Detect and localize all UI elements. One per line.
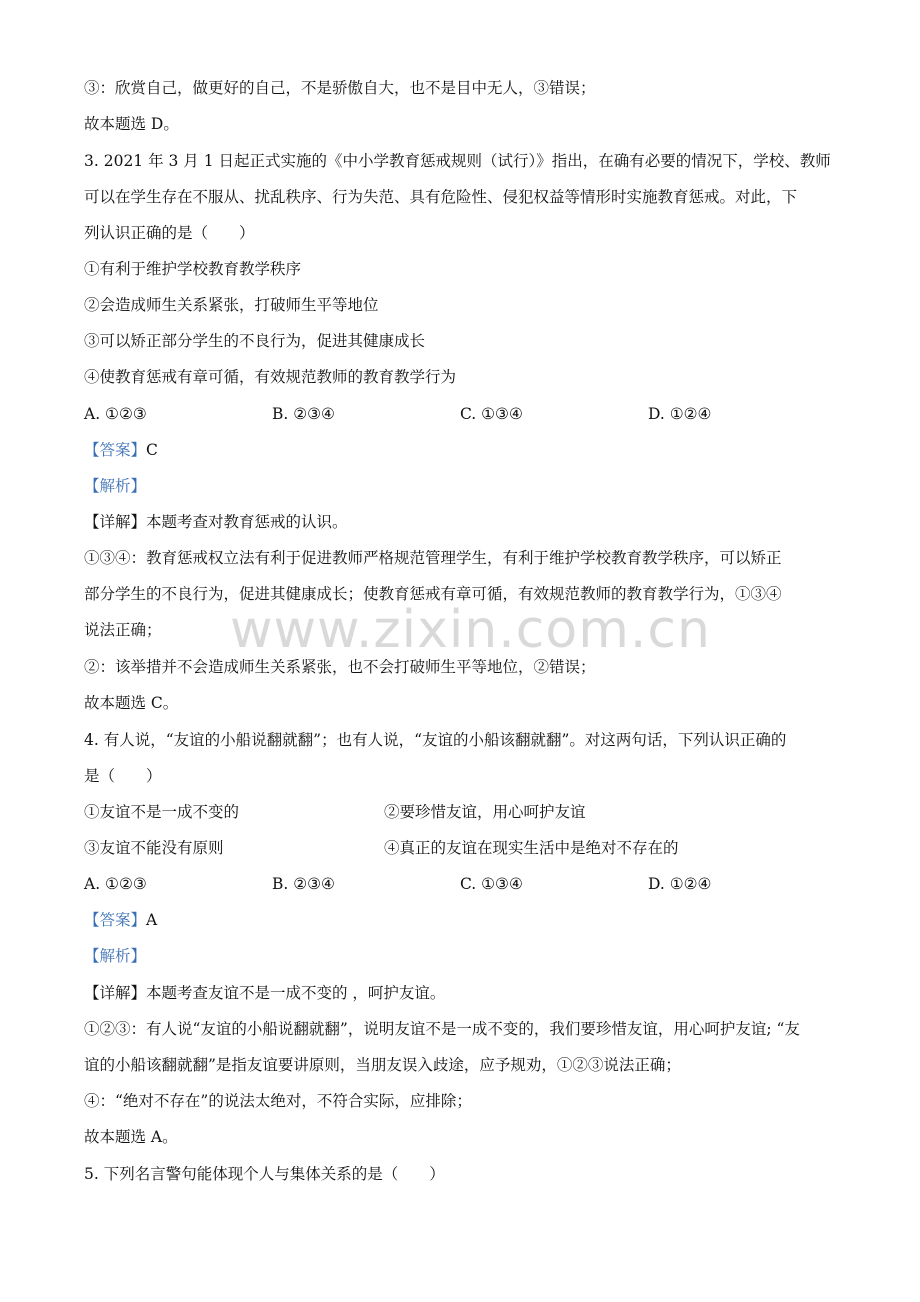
q3-option-a: A. ①②③ (84, 405, 147, 423)
q3-option-c: C. ①③④ (460, 405, 523, 423)
q3-explain-line3: 说法正确； (84, 621, 162, 639)
q4-explain-line2: 谊的小船该翻就翻”是指友谊要讲原则，当朋友误入歧途，应予规劝，①②③说法正确； (84, 1056, 681, 1074)
answer-label: 【答案】 (84, 911, 147, 929)
q3-explain-line4: ②：该举措并不会造成师生关系紧张，也不会打破师生平等地位，②错误； (84, 658, 596, 676)
answer-value: C (146, 441, 158, 459)
q4-explain-line1: ①②③：有人说“友谊的小船说翻就翻”，说明友谊不是一成不变的，我们要珍惜友谊，用心呵护友谊; “友 (84, 1020, 800, 1038)
q3-stem-line1: 3. 2021 年 3 月 1 日起正式实施的《中小学教育惩戒规则（试行）》指出，在确有必要的情况下，学校、教师 (84, 152, 831, 170)
q4-item-4: ④真正的友谊在现实生活中是绝对不存在的 (384, 839, 679, 857)
q4-item-3: ③友谊不能没有原则 (84, 839, 224, 857)
q4-option-b: B. ②③④ (272, 875, 335, 893)
q4-option-d: D. ①②④ (648, 875, 712, 893)
q3-stem-line3: 列认识正确的是（ ） (84, 224, 255, 242)
q4-stem-line1: 4. 有人说，“友谊的小船说翻就翻”；也有人说，“友谊的小船该翻就翻”。对这两句话，下列认识正确的 (84, 731, 787, 749)
q3-item-3: ③可以矫正部分学生的不良行为，促进其健康成长 (84, 332, 426, 350)
q3-analysis-label: 【解析】 (84, 477, 147, 495)
q3-item-4: ④使教育惩戒有章可循，有效规范教师的教育教学行为 (84, 368, 457, 386)
q4-item-2: ②要珍惜友谊，用心呵护友谊 (384, 803, 586, 821)
answer-value: A (146, 911, 158, 929)
q4-analysis-label: 【解析】 (84, 947, 147, 965)
q3-option-d: D. ①②④ (648, 405, 712, 423)
q3-answer (84, 439, 840, 461)
watermark: www.zixin.com.cn (230, 600, 711, 660)
q4-item-1: ①友谊不是一成不变的 (84, 803, 240, 821)
q4-explain-line3: ④：“绝对不存在”的说法太绝对，不符合实际，应排除； (84, 1092, 472, 1110)
q4-option-a: A. ①②③ (84, 875, 147, 893)
q2-explain-line: ③：欣赏自己，做更好的自己，不是骄傲自大，也不是目中无人，③错误； (84, 79, 596, 97)
q4-stem-line2: 是（ ） (84, 767, 162, 785)
q4-option-c: C. ①③④ (460, 875, 523, 893)
q3-explain-line1: ①③④：教育惩戒权立法有利于促进教师严格规范管理学生，有利于维护学校教育教学秩序，可以矫正 (84, 549, 782, 567)
q4-conclusion: 故本题选 A。 (84, 1128, 178, 1146)
q3-conclusion: 故本题选 C。 (84, 694, 179, 712)
q5-stem-line1: 5. 下列名言警句能体现个人与集体关系的是（ ） (84, 1165, 445, 1183)
q2-conclusion: 故本题选 D。 (84, 115, 179, 133)
q3-explain-line2: 部分学生的不良行为，促进其健康成长；使教育惩戒有章可循，有效规范教师的教育教学行为，①③④ (84, 585, 782, 603)
q3-option-b: B. ②③④ (272, 405, 335, 423)
q3-detail: 【详解】本题考查对教育惩戒的认识。 (84, 513, 348, 531)
q4-answer (84, 909, 840, 931)
q3-stem-line2: 可以在学生存在不服从、扰乱秩序、行为失范、具有危险性、侵犯权益等情形时实施教育惩戒。对此，下 (84, 188, 798, 206)
answer-label: 【答案】 (84, 441, 147, 459)
q3-item-1: ①有利于维护学校教育教学秩序 (84, 260, 302, 278)
q3-item-2: ②会造成师生关系紧张，打破师生平等地位 (84, 296, 379, 314)
q4-detail: 【详解】本题考查友谊不是一成不变的 ，呵护友谊。 (84, 984, 446, 1002)
